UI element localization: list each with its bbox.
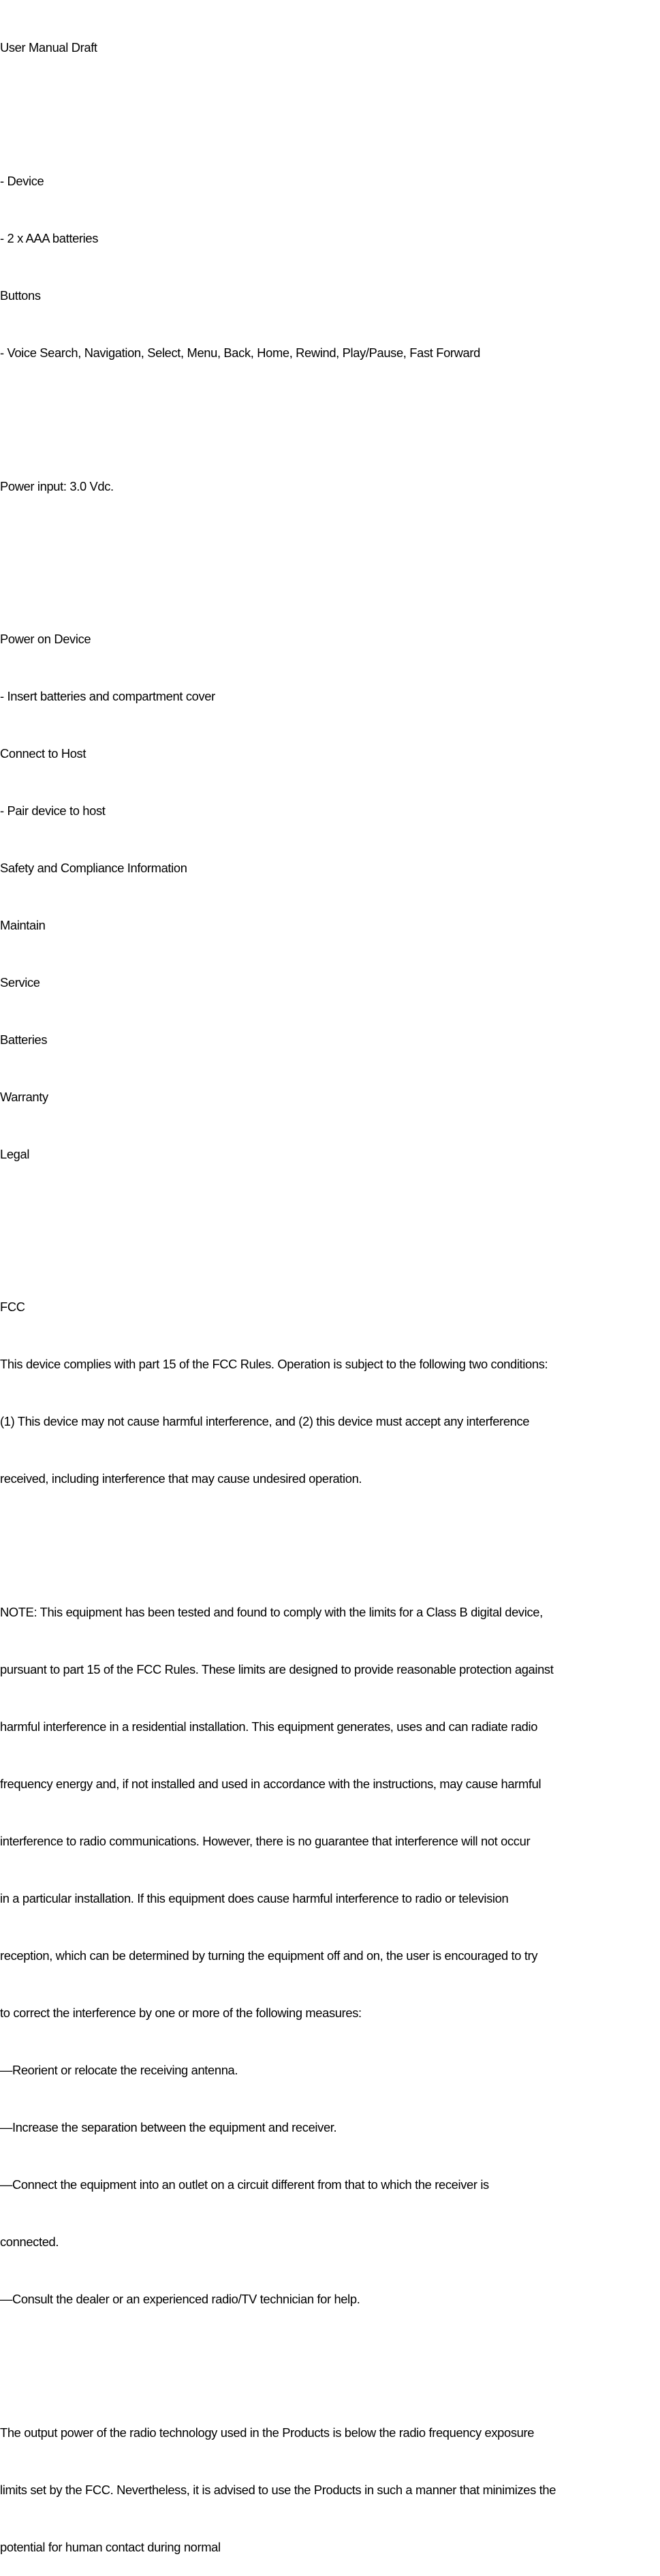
section-item: - Pair device to host: [0, 803, 106, 818]
power-input-spec: Power input: 3.0 Vdc.: [0, 479, 114, 493]
spacer: [0, 401, 660, 420]
fcc-note-line: NOTE: This equipment has been tested and found to comply with the limits for a Class B digital device,: [0, 1605, 543, 1619]
fcc-measure-item: —Increase the separation between the equipment and receiver.: [0, 2120, 337, 2134]
spacer: [0, 95, 660, 114]
fcc-note-line: harmful interference in a residential installation. This equipment generates, uses and can radiate radio: [0, 1719, 538, 1734]
buttons-list: - Voice Search, Navigation, Select, Menu, Back, Home, Rewind, Play/Pause, Fast Forward: [0, 346, 480, 360]
fcc-compliance-line: (1) This device may not cause harmful interference, and (2) this device must accept any interference: [0, 1414, 530, 1428]
fcc-exposure-line: potential for human contact during normal: [0, 2540, 221, 2554]
fcc-compliance-line: This device complies with part 15 of the FCC Rules. Operation is subject to the following two conditions:: [0, 1357, 548, 1371]
contents-item-device: - Device: [0, 174, 44, 188]
fcc-measure-item: —Connect the equipment into an outlet on a circuit different from that to which the receiver is: [0, 2177, 489, 2192]
fcc-heading: FCC: [0, 1300, 25, 1314]
fcc-exposure-line: limits set by the FCC. Nevertheless, it is advised to use the Products in such a manner that minimizes the: [0, 2483, 556, 2497]
fcc-measure-item: —Reorient or relocate the receiving antenna.: [0, 2063, 238, 2077]
document-title: User Manual Draft: [0, 40, 97, 55]
section-heading: Batteries: [0, 1032, 48, 1047]
buttons-heading: Buttons: [0, 288, 41, 303]
fcc-note-line: interference to radio communications. However, there is no guarantee that interference will not occur: [0, 1834, 531, 1848]
fcc-note-line: pursuant to part 15 of the FCC Rules. These limits are designed to provide reasonable protection against: [0, 1662, 554, 1676]
section-heading: Safety and Compliance Information: [0, 861, 187, 875]
spacer: [0, 1527, 660, 1546]
spacer: [0, 2347, 660, 2366]
section-heading: Power on Device: [0, 632, 91, 646]
fcc-note-line: in a particular installation. If this equipment does cause harmful interference to radio or television: [0, 1891, 509, 1905]
section-heading: Service: [0, 975, 40, 990]
contents-item-batteries: - 2 x AAA batteries: [0, 231, 99, 245]
spacer: [0, 534, 660, 572]
fcc-measure-item: connected.: [0, 2235, 59, 2249]
spacer: [0, 1202, 660, 1240]
section-item: - Insert batteries and compartment cover: [0, 689, 215, 703]
section-heading: Warranty: [0, 1090, 48, 1104]
fcc-exposure-line: The output power of the radio technology used in the Products is below the radio frequency exposure: [0, 2425, 535, 2440]
fcc-note-line: frequency energy and, if not installed and used in accordance with the instructions, may cause harmful: [0, 1777, 541, 1791]
fcc-compliance-line: received, including interference that may cause undesired operation.: [0, 1471, 362, 1486]
fcc-note-line: to correct the interference by one or more of the following measures:: [0, 2006, 362, 2020]
section-heading: Connect to Host: [0, 746, 87, 761]
fcc-measure-item: —Consult the dealer or an experienced radio/TV technician for help.: [0, 2292, 360, 2306]
section-heading: Maintain: [0, 918, 46, 932]
section-heading: Legal: [0, 1147, 30, 1161]
fcc-note-line: reception, which can be determined by turning the equipment off and on, the user is encouraged to try: [0, 1948, 538, 1963]
